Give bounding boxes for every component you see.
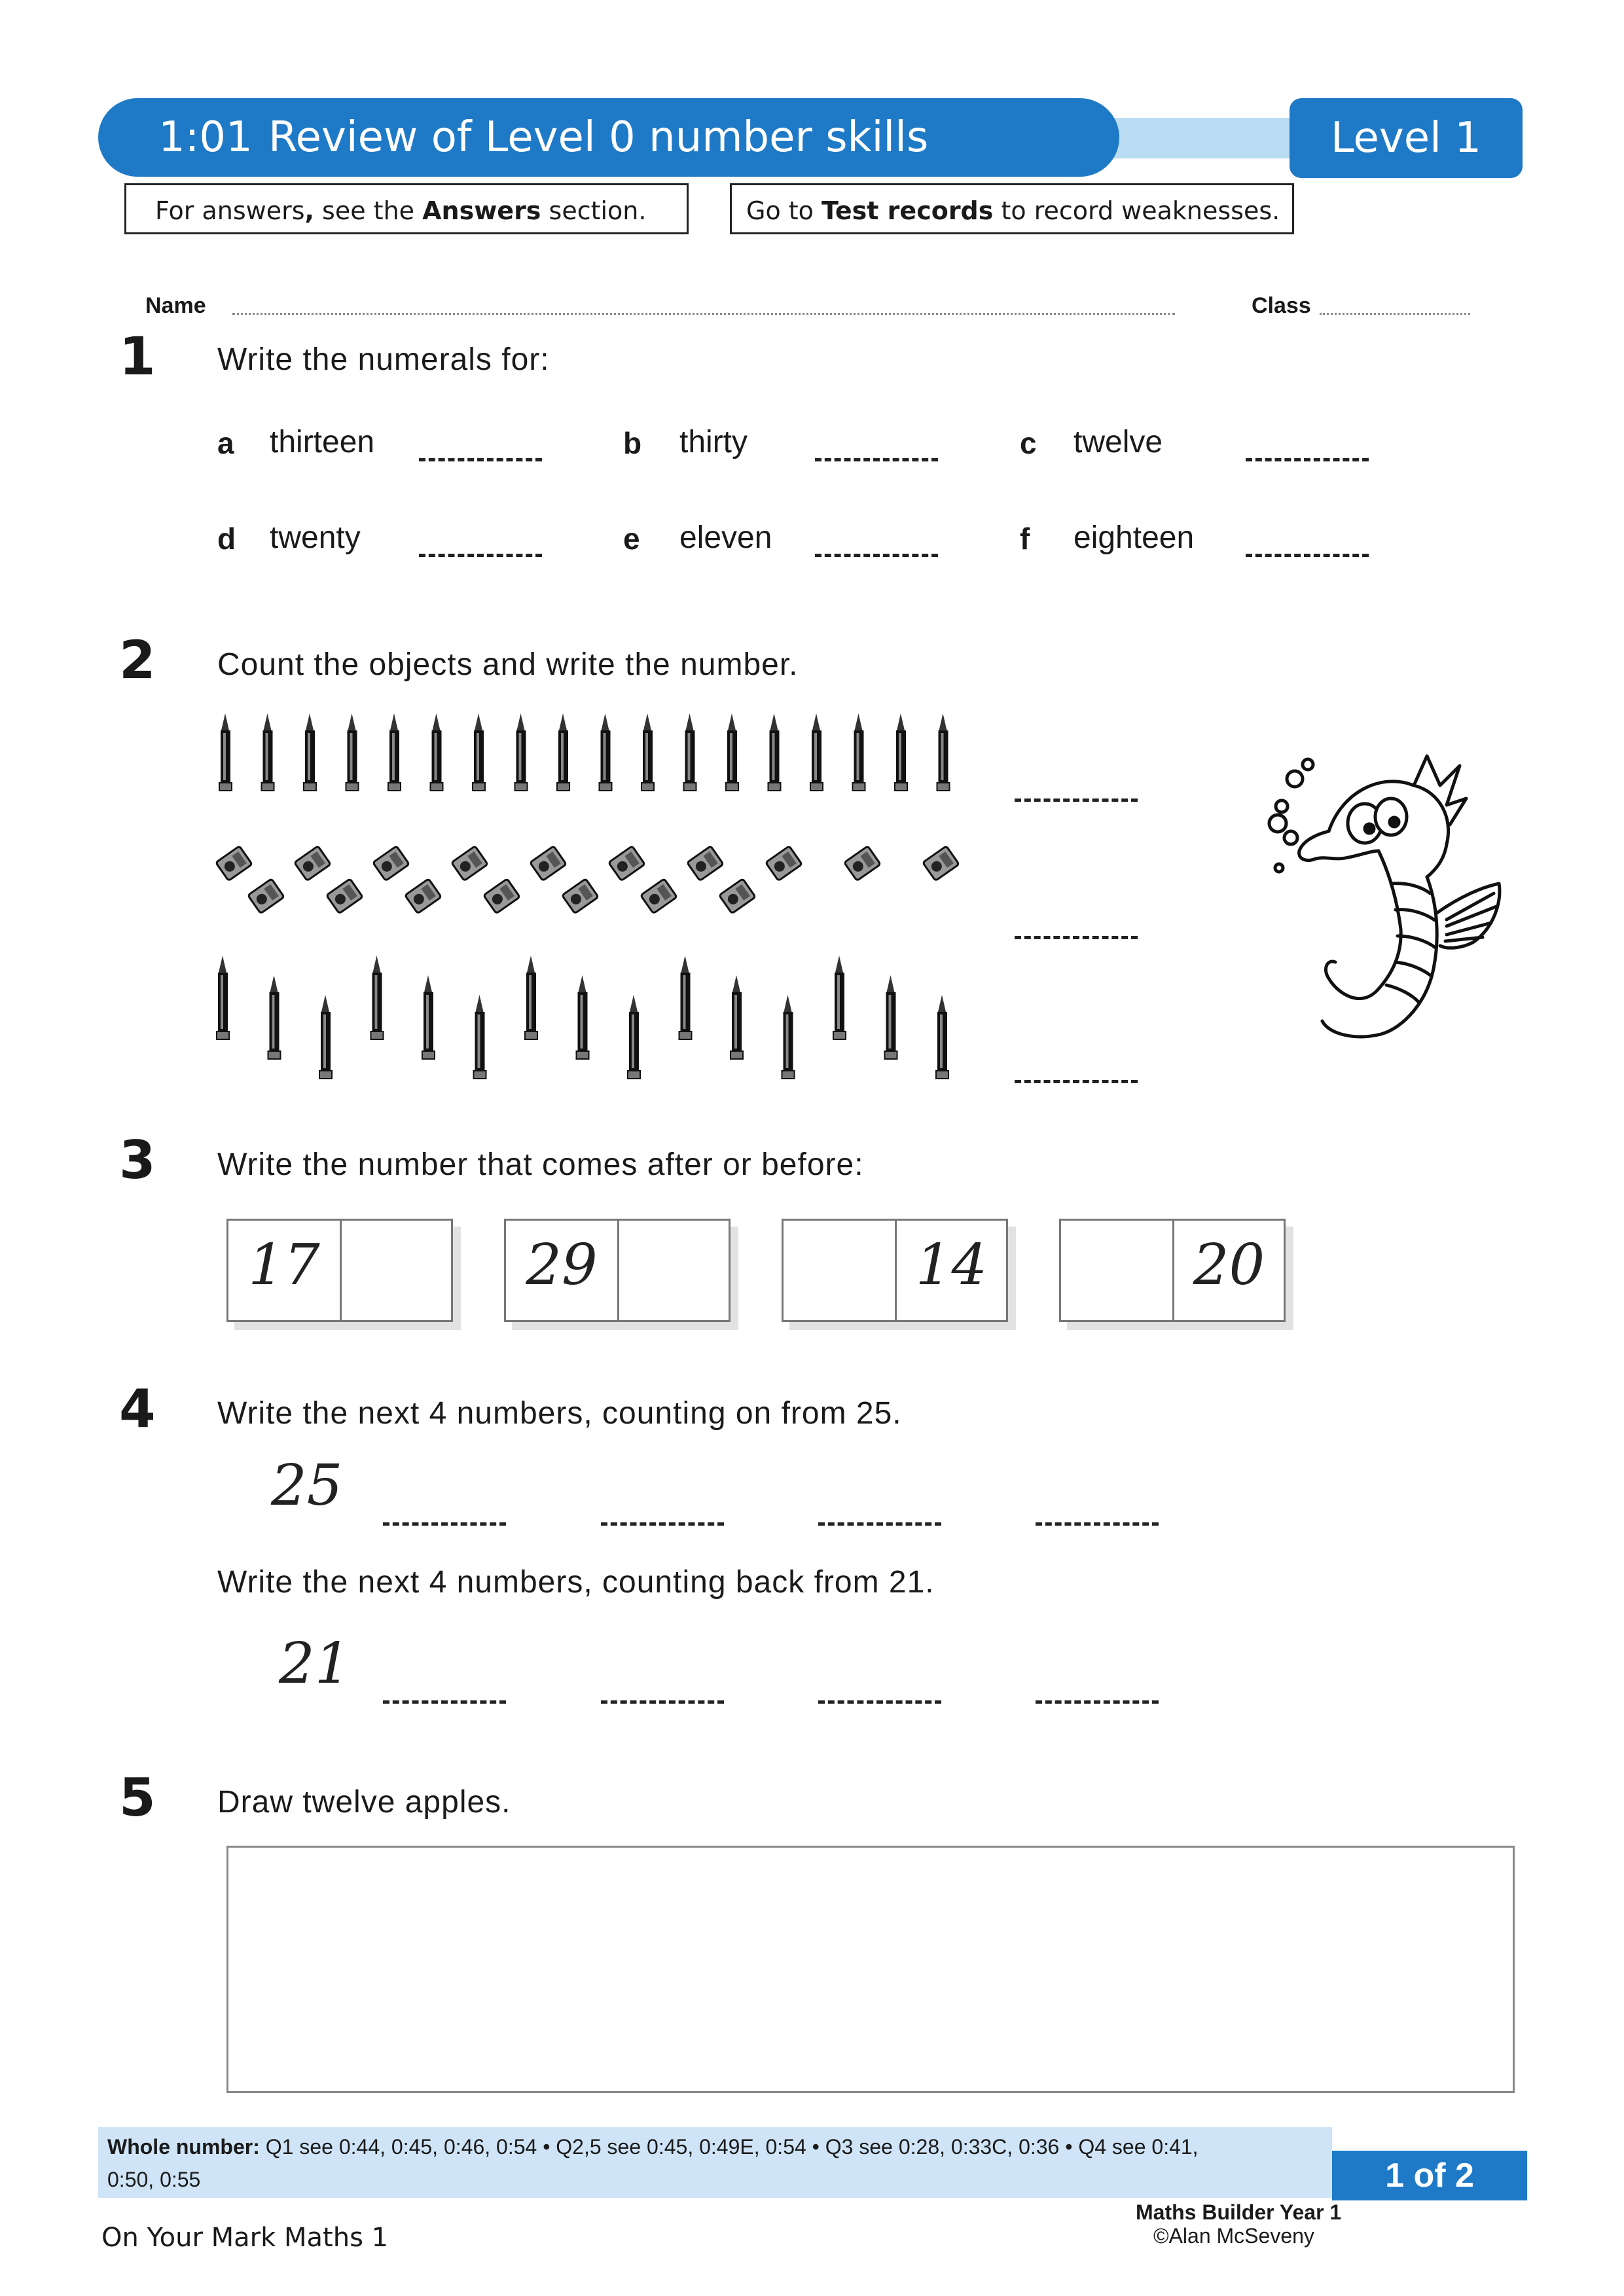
box-answer-cell[interactable] bbox=[1061, 1221, 1172, 1320]
sharpener-icon bbox=[844, 846, 881, 881]
answers-link: Answers bbox=[422, 196, 541, 225]
box-answer-cell[interactable] bbox=[619, 1221, 729, 1320]
number-box-pair bbox=[504, 1219, 731, 1322]
pencil-icon bbox=[219, 713, 232, 791]
pencil-icon bbox=[641, 713, 654, 791]
page-title: Review of Level 0 number skills bbox=[268, 113, 929, 162]
skill-links-text: Q1 see 0:44, 0:45, 0:46, 0:54 • Q2,5 see 0:45, 0:49E, 0:54 • Q3 see 0:28, 0:33C, 0:36 • Q4 see 0:41, bbox=[259, 2135, 1199, 2159]
box-left-value: 29 bbox=[526, 1232, 598, 1298]
sharpener-icon bbox=[687, 846, 724, 881]
number-box-pair bbox=[226, 1219, 453, 1322]
book-title: Maths Builder Year 1 bbox=[1136, 2200, 1342, 2224]
pencil-icon bbox=[474, 995, 486, 1079]
pencil-icon bbox=[557, 713, 569, 791]
q1-item-letter: f bbox=[1020, 522, 1030, 556]
pencil-icon bbox=[217, 956, 229, 1039]
pencil-icon bbox=[768, 713, 781, 791]
sharpener-icon bbox=[719, 879, 756, 914]
q1-item-letter: e bbox=[623, 522, 640, 556]
answer-blank[interactable] bbox=[1015, 798, 1138, 802]
skill-links-line-1 bbox=[107, 2130, 1323, 2163]
question-5-number: 5 bbox=[119, 1767, 156, 1828]
drawing-area[interactable] bbox=[226, 1846, 1515, 2093]
question-2-number: 2 bbox=[119, 630, 156, 691]
answer-blank[interactable] bbox=[601, 1522, 724, 1526]
series-title: On Your Mark Maths 1 bbox=[101, 2223, 389, 2253]
q1-item-letter: b bbox=[623, 426, 642, 460]
answers-note-comma: , bbox=[304, 196, 314, 225]
answers-note-mid: see the bbox=[314, 196, 423, 225]
sharpener-icon bbox=[327, 879, 363, 914]
sharpener-icon bbox=[530, 846, 567, 881]
answer-blank[interactable] bbox=[383, 1700, 506, 1704]
pencil-icon bbox=[525, 956, 537, 1039]
question-5-text: Draw twelve apples. bbox=[217, 1785, 511, 1820]
pencil-icon bbox=[937, 713, 950, 791]
test-records-link: Test records bbox=[821, 196, 994, 225]
pencil-icon bbox=[810, 713, 823, 791]
sharpener-icon bbox=[923, 846, 960, 881]
pencil-icon bbox=[885, 975, 897, 1059]
answers-note-pre: For answers bbox=[155, 196, 305, 225]
question-1-text: Write the numerals for: bbox=[217, 342, 550, 377]
pencil-icon bbox=[600, 713, 612, 791]
q1-item-word: eleven bbox=[679, 520, 772, 555]
section-code: 1:01 bbox=[158, 113, 253, 162]
pencil-icon bbox=[262, 713, 274, 791]
q1-item-word: twenty bbox=[270, 520, 361, 555]
copyright: ©Alan McSeveny bbox=[1153, 2224, 1314, 2248]
question-3-text: Write the number that comes after or before: bbox=[217, 1147, 864, 1182]
number-box-pair bbox=[1059, 1219, 1286, 1322]
pencil-icon bbox=[679, 956, 692, 1039]
pencil-icon bbox=[577, 975, 589, 1059]
answers-note-post: section. bbox=[541, 196, 647, 225]
answer-blank[interactable] bbox=[1036, 1700, 1159, 1704]
pencil-icon bbox=[388, 713, 401, 791]
answer-blank[interactable] bbox=[1015, 1080, 1138, 1083]
answer-blank[interactable] bbox=[1036, 1522, 1159, 1526]
pencil-icon bbox=[731, 975, 743, 1059]
sharpener-icon bbox=[295, 846, 331, 881]
pencil-icon bbox=[853, 713, 865, 791]
pencil-icon bbox=[726, 713, 738, 791]
name-label: Name bbox=[145, 293, 206, 318]
count-on-start: 25 bbox=[271, 1453, 343, 1518]
q1-item-letter: c bbox=[1020, 426, 1037, 460]
skill-links-line-2: 0:50, 0:55 bbox=[107, 2168, 201, 2191]
sharpener-icon bbox=[373, 846, 410, 881]
pencil-icon bbox=[473, 713, 485, 791]
question-4-text-back: Write the next 4 numbers, counting back from 21. bbox=[217, 1565, 935, 1600]
sharpener-icon bbox=[766, 846, 803, 881]
q1-item-word: thirteen bbox=[270, 425, 375, 459]
pencil-icon bbox=[936, 995, 948, 1079]
box-answer-cell[interactable] bbox=[342, 1221, 451, 1320]
answer-blank[interactable] bbox=[818, 1522, 941, 1526]
answer-blank[interactable] bbox=[601, 1700, 724, 1704]
sharpener-icon bbox=[452, 846, 488, 881]
question-2-text: Count the objects and write the number. bbox=[217, 647, 799, 682]
q1-item-letter: d bbox=[217, 522, 236, 556]
pencil-icon bbox=[319, 995, 332, 1079]
seahorse-illustration bbox=[1250, 746, 1525, 1073]
pencil-icon bbox=[371, 956, 384, 1039]
sharpener-icon bbox=[562, 879, 599, 914]
skill-links bbox=[98, 2127, 1332, 2198]
count-back-start: 21 bbox=[279, 1631, 351, 1696]
pencil-icon bbox=[304, 713, 316, 791]
question-4-text-on: Write the next 4 numbers, counting on from 25. bbox=[217, 1396, 902, 1431]
sharpener-icon bbox=[248, 879, 285, 914]
pencil-icon bbox=[422, 975, 435, 1059]
q1-item-word: twelve bbox=[1074, 425, 1163, 459]
sharpener-icon bbox=[484, 879, 520, 914]
q1-item-word: eighteen bbox=[1074, 520, 1195, 555]
skill-links-label: Whole number: bbox=[107, 2135, 260, 2159]
pencil-icon bbox=[684, 713, 696, 791]
pencil-icon bbox=[268, 975, 281, 1059]
pencil-icon bbox=[628, 995, 640, 1079]
pencil-icon bbox=[515, 713, 528, 791]
pencil-icon bbox=[782, 995, 795, 1079]
sharpener-icon bbox=[405, 879, 442, 914]
q1-item-letter: a bbox=[217, 426, 234, 460]
box-answer-cell[interactable] bbox=[784, 1221, 895, 1320]
class-label: Class bbox=[1252, 293, 1311, 318]
pencil-icon bbox=[346, 713, 359, 791]
question-4-number: 4 bbox=[119, 1378, 156, 1439]
records-note-pre: Go to bbox=[746, 196, 822, 225]
answer-blank[interactable] bbox=[818, 1700, 941, 1704]
pencil-icon bbox=[431, 713, 443, 791]
question-3-number: 3 bbox=[119, 1130, 156, 1191]
sharpener-icon bbox=[609, 846, 645, 881]
box-right-value: 14 bbox=[915, 1232, 988, 1298]
number-box-pair bbox=[782, 1219, 1008, 1322]
pencil-icon bbox=[895, 713, 907, 791]
box-left-value: 17 bbox=[248, 1232, 320, 1298]
question-1-number: 1 bbox=[119, 326, 156, 387]
records-note-post: to record weaknesses. bbox=[993, 196, 1280, 225]
sharpener-icon bbox=[216, 846, 253, 881]
answer-blank[interactable] bbox=[383, 1522, 506, 1526]
pencil-icon bbox=[833, 956, 846, 1039]
sharpener-icon bbox=[641, 879, 677, 914]
q1-item-word: thirty bbox=[679, 425, 748, 459]
answer-blank[interactable] bbox=[1015, 936, 1138, 939]
level-tab: Level 1 bbox=[1290, 98, 1523, 178]
page-indicator: 1 of 2 bbox=[1332, 2151, 1527, 2200]
box-right-value: 20 bbox=[1193, 1232, 1265, 1298]
